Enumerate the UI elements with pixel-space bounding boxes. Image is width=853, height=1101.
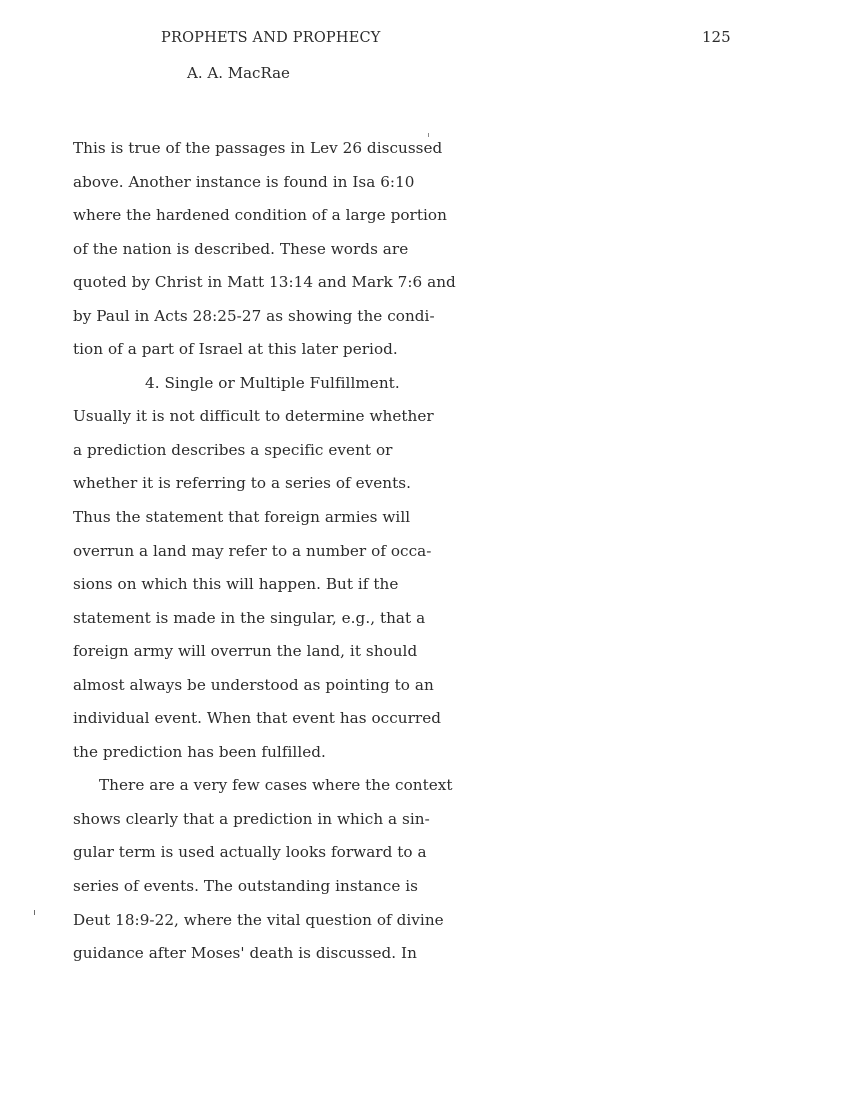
text-line: where the hardened condition of a large portion — [73, 206, 447, 225]
text-line: Deut 18:9-22, where the vital question of divine — [73, 910, 444, 929]
text-line: almost always be understood as pointing to an — [73, 675, 434, 694]
scan-speck — [428, 133, 429, 137]
running-title: PROPHETS AND PROPHECY — [161, 30, 381, 46]
text-line: individual event. When that event has occurred — [73, 709, 442, 728]
text-line: sions on which this will happen. But if the — [73, 575, 399, 594]
text-line: the prediction has been fulfilled. — [73, 742, 326, 761]
section-heading: 4. Single or Multiple Fulfillment. — [145, 373, 400, 392]
text-line: Usually it is not difficult to determine whether — [73, 407, 434, 426]
text-line: shows clearly that a prediction in which a sin- — [73, 809, 430, 828]
page-number: 125 — [702, 28, 731, 46]
text-line: whether it is referring to a series of events. — [73, 474, 411, 493]
text-line: This is true of the passages in Lev 26 discussed — [73, 139, 443, 157]
text-line: a prediction describes a specific event or — [73, 440, 393, 459]
text-line: Thus the statement that foreign armies will — [73, 508, 411, 527]
author-name: A. A. MacRae — [187, 64, 290, 82]
text-line: There are a very few cases where the context — [99, 776, 453, 795]
text-line: foreign army will overrun the land, it should — [73, 642, 418, 661]
text-line: of the nation is described. These words are — [73, 239, 409, 258]
text-line: by Paul in Acts 28:25-27 as showing the condi- — [73, 306, 435, 325]
text-line: above. Another instance is found in Isa 6:10 — [73, 172, 415, 191]
scan-speck — [34, 910, 35, 915]
body-text — [73, 137, 493, 976]
text-line: guidance after Moses' death is discussed. In — [73, 944, 417, 963]
text-line: statement is made in the singular, e.g., that a — [73, 608, 426, 627]
text-line: overrun a land may refer to a number of occa- — [73, 541, 432, 560]
text-line: gular term is used actually looks forward to a — [73, 843, 427, 862]
text-line: quoted by Christ in Matt 13:14 and Mark 7:6 and — [73, 273, 456, 292]
text-line: series of events. The outstanding instance is — [73, 877, 418, 896]
text-line: tion of a part of Israel at this later period. — [73, 340, 398, 359]
